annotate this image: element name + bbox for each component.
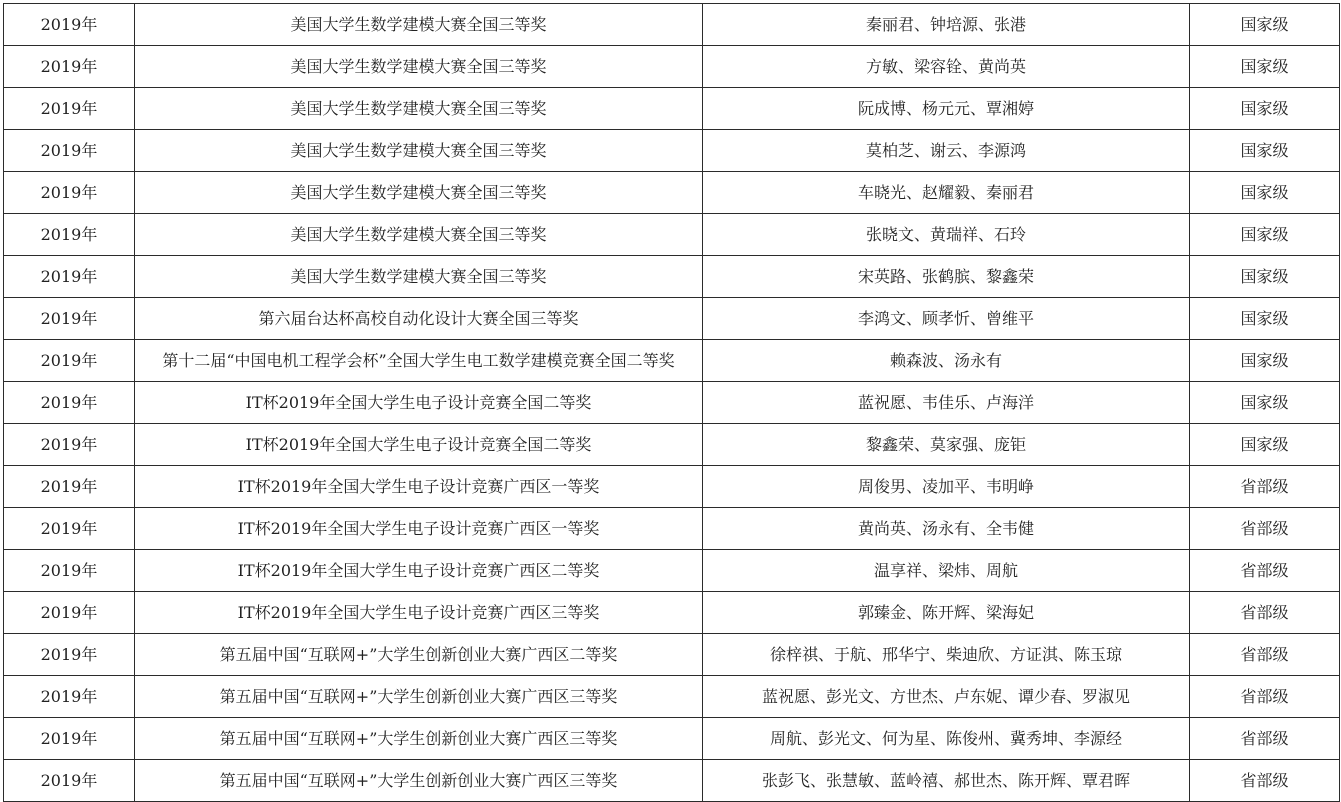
team-members-cell: 秦丽君、钟培源、张港 xyxy=(703,4,1190,46)
table-row xyxy=(4,4,1340,46)
year-cell: 2019年 xyxy=(4,214,135,256)
table-row xyxy=(4,508,1340,550)
year-cell: 2019年 xyxy=(4,130,135,172)
year-cell: 2019年 xyxy=(4,172,135,214)
award-level-cell: 省部级 xyxy=(1190,760,1340,802)
award-name-cell: 第六届台达杯高校自动化设计大赛全国三等奖 xyxy=(135,298,703,340)
team-members-cell: 蓝祝愿、彭光文、方世杰、卢东妮、谭少春、罗淑见 xyxy=(703,676,1190,718)
table-row xyxy=(4,172,1340,214)
year-cell: 2019年 xyxy=(4,4,135,46)
award-name-cell: IT杯2019年全国大学生电子设计竞赛广西区二等奖 xyxy=(135,550,703,592)
year-cell: 2019年 xyxy=(4,508,135,550)
year-cell: 2019年 xyxy=(4,46,135,88)
award-level-cell: 国家级 xyxy=(1190,340,1340,382)
award-name-cell: 美国大学生数学建模大赛全国三等奖 xyxy=(135,256,703,298)
year-cell: 2019年 xyxy=(4,550,135,592)
award-level-cell: 省部级 xyxy=(1190,550,1340,592)
award-level-cell: 省部级 xyxy=(1190,634,1340,676)
award-level-cell: 省部级 xyxy=(1190,592,1340,634)
team-members-cell: 黄尚英、汤永有、全韦健 xyxy=(703,508,1190,550)
table-row xyxy=(4,550,1340,592)
team-members-cell: 方敏、梁容铨、黄尚英 xyxy=(703,46,1190,88)
table-row xyxy=(4,592,1340,634)
award-name-cell: IT杯2019年全国大学生电子设计竞赛广西区三等奖 xyxy=(135,592,703,634)
award-level-cell: 国家级 xyxy=(1190,382,1340,424)
award-name-cell: 美国大学生数学建模大赛全国三等奖 xyxy=(135,4,703,46)
year-cell: 2019年 xyxy=(4,88,135,130)
award-level-cell: 国家级 xyxy=(1190,172,1340,214)
year-cell: 2019年 xyxy=(4,340,135,382)
year-cell: 2019年 xyxy=(4,718,135,760)
award-name-cell: 第五届中国“互联网+”大学生创新创业大赛广西区三等奖 xyxy=(135,676,703,718)
team-members-cell: 黎鑫荣、莫家强、庞钜 xyxy=(703,424,1190,466)
team-members-cell: 蓝祝愿、韦佳乐、卢海洋 xyxy=(703,382,1190,424)
award-level-cell: 国家级 xyxy=(1190,88,1340,130)
team-members-cell: 阮成博、杨元元、覃湘婷 xyxy=(703,88,1190,130)
award-level-cell: 国家级 xyxy=(1190,256,1340,298)
year-cell: 2019年 xyxy=(4,424,135,466)
awards-table xyxy=(3,3,1340,802)
table-row xyxy=(4,340,1340,382)
year-cell: 2019年 xyxy=(4,676,135,718)
year-cell: 2019年 xyxy=(4,298,135,340)
award-name-cell: 第十二届“中国电机工程学会杯”全国大学生电工数学建模竞赛全国二等奖 xyxy=(135,340,703,382)
award-name-cell: 第五届中国“互联网+”大学生创新创业大赛广西区三等奖 xyxy=(135,760,703,802)
table-row xyxy=(4,466,1340,508)
team-members-cell: 宋英路、张鹤膑、黎鑫荣 xyxy=(703,256,1190,298)
award-level-cell: 国家级 xyxy=(1190,46,1340,88)
award-name-cell: 第五届中国“互联网+”大学生创新创业大赛广西区三等奖 xyxy=(135,718,703,760)
year-cell: 2019年 xyxy=(4,466,135,508)
award-name-cell: 美国大学生数学建模大赛全国三等奖 xyxy=(135,172,703,214)
award-level-cell: 省部级 xyxy=(1190,718,1340,760)
award-level-cell: 省部级 xyxy=(1190,508,1340,550)
award-level-cell: 国家级 xyxy=(1190,214,1340,256)
award-name-cell: IT杯2019年全国大学生电子设计竞赛全国二等奖 xyxy=(135,382,703,424)
award-level-cell: 国家级 xyxy=(1190,130,1340,172)
awards-table-body xyxy=(4,4,1340,802)
table-row xyxy=(4,634,1340,676)
award-name-cell: IT杯2019年全国大学生电子设计竞赛广西区一等奖 xyxy=(135,466,703,508)
year-cell: 2019年 xyxy=(4,256,135,298)
year-cell: 2019年 xyxy=(4,592,135,634)
award-level-cell: 省部级 xyxy=(1190,466,1340,508)
team-members-cell: 郭臻金、陈开辉、梁海妃 xyxy=(703,592,1190,634)
year-cell: 2019年 xyxy=(4,760,135,802)
table-row xyxy=(4,130,1340,172)
table-row xyxy=(4,676,1340,718)
table-row xyxy=(4,424,1340,466)
team-members-cell: 徐梓祺、于航、邢华宁、柴迪欣、方证淇、陈玉琼 xyxy=(703,634,1190,676)
team-members-cell: 张晓文、黄瑞祥、石玲 xyxy=(703,214,1190,256)
team-members-cell: 赖森波、汤永有 xyxy=(703,340,1190,382)
table-row xyxy=(4,760,1340,802)
table-row xyxy=(4,214,1340,256)
team-members-cell: 莫柏芝、谢云、李源鸿 xyxy=(703,130,1190,172)
team-members-cell: 李鸿文、顾孝忻、曾维平 xyxy=(703,298,1190,340)
award-level-cell: 国家级 xyxy=(1190,4,1340,46)
award-name-cell: 美国大学生数学建模大赛全国三等奖 xyxy=(135,130,703,172)
award-level-cell: 省部级 xyxy=(1190,676,1340,718)
team-members-cell: 温享祥、梁炜、周航 xyxy=(703,550,1190,592)
award-level-cell: 国家级 xyxy=(1190,298,1340,340)
award-name-cell: 美国大学生数学建模大赛全国三等奖 xyxy=(135,214,703,256)
award-name-cell: IT杯2019年全国大学生电子设计竞赛全国二等奖 xyxy=(135,424,703,466)
award-name-cell: 第五届中国“互联网+”大学生创新创业大赛广西区二等奖 xyxy=(135,634,703,676)
table-row xyxy=(4,88,1340,130)
table-row xyxy=(4,382,1340,424)
award-level-cell: 国家级 xyxy=(1190,424,1340,466)
award-name-cell: 美国大学生数学建模大赛全国三等奖 xyxy=(135,46,703,88)
award-name-cell: IT杯2019年全国大学生电子设计竞赛广西区一等奖 xyxy=(135,508,703,550)
table-row xyxy=(4,298,1340,340)
team-members-cell: 周俊男、凌加平、韦明峥 xyxy=(703,466,1190,508)
award-name-cell: 美国大学生数学建模大赛全国三等奖 xyxy=(135,88,703,130)
year-cell: 2019年 xyxy=(4,382,135,424)
table-row xyxy=(4,718,1340,760)
year-cell: 2019年 xyxy=(4,634,135,676)
table-row xyxy=(4,256,1340,298)
table-row xyxy=(4,46,1340,88)
team-members-cell: 周航、彭光文、何为星、陈俊州、冀秀坤、李源经 xyxy=(703,718,1190,760)
team-members-cell: 张彭飞、张慧敏、蓝岭禧、郝世杰、陈开辉、覃君晖 xyxy=(703,760,1190,802)
team-members-cell: 车晓光、赵耀毅、秦丽君 xyxy=(703,172,1190,214)
